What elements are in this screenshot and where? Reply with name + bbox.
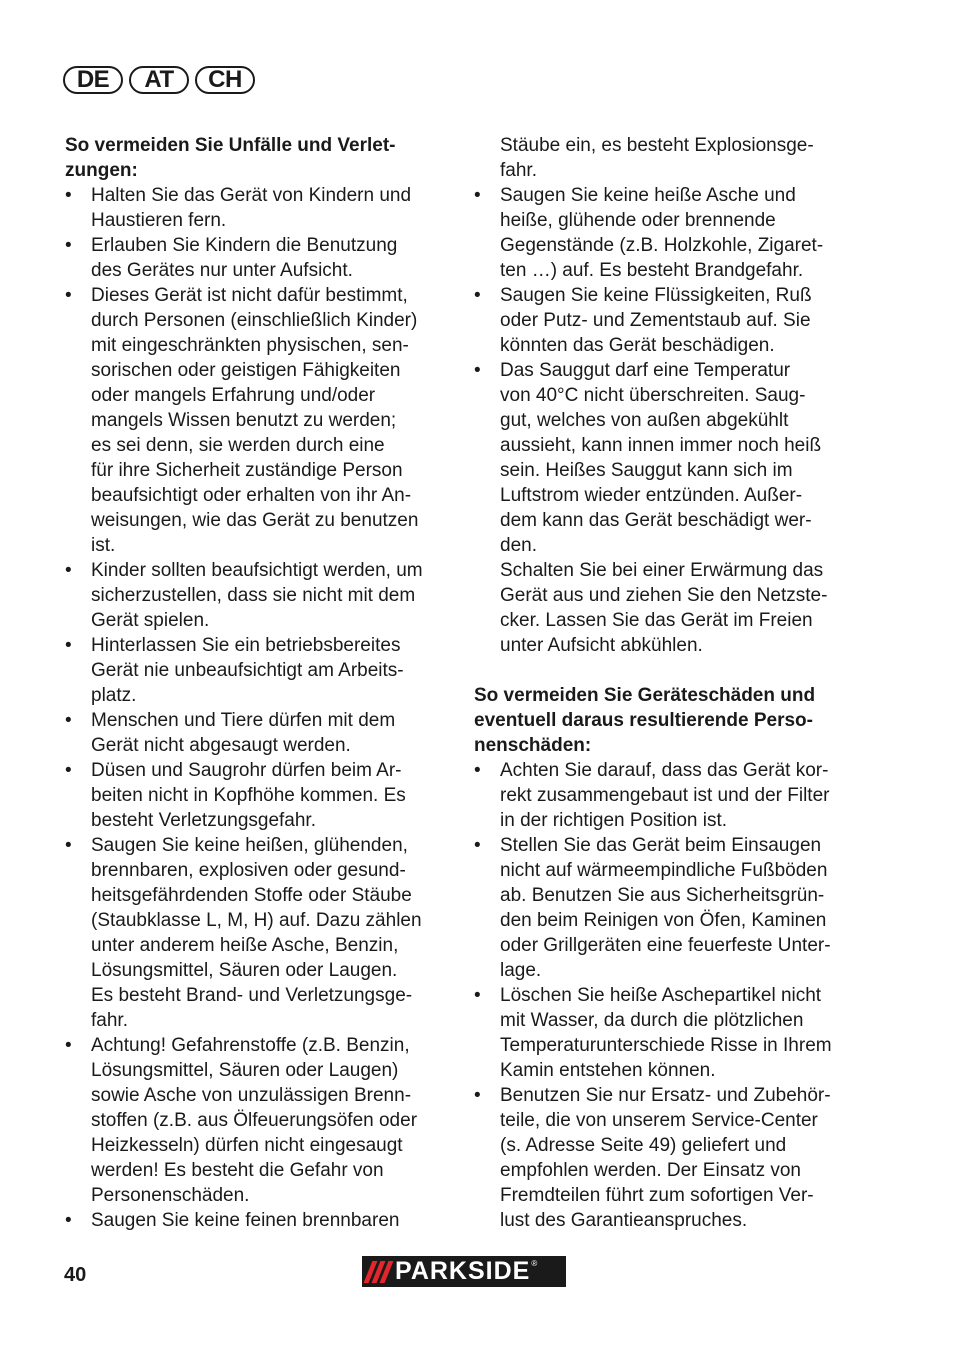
list-item-line: des Gerätes nur unter Aufsicht. — [91, 260, 353, 281]
list-item — [474, 283, 864, 358]
list-item-line: platz. — [91, 685, 137, 706]
list-item-line: Lösungsmittel, Säuren oder Laugen) — [91, 1060, 399, 1081]
parkside-logo — [362, 1256, 566, 1287]
list-item-line: Haustieren fern. — [91, 210, 227, 231]
text-line: eventuell daraus resultierende Perso- — [474, 710, 813, 731]
list-item — [474, 758, 864, 833]
section-heading-accidents — [65, 133, 450, 183]
list-item-line: Kamin entstehen können. — [500, 1060, 716, 1081]
list-item — [474, 1083, 864, 1233]
list-item-line: ist. — [91, 535, 116, 556]
list-item-line: lage. — [500, 960, 542, 981]
list-item-line: werden! Es besteht die Gefahr von — [91, 1160, 384, 1181]
list-item-line: für ihre Sicherheit zuständige Person — [91, 460, 403, 481]
list-item-line: den beim Reinigen von Öfen, Kaminen — [500, 910, 827, 931]
list-item-line: Gerät spielen. — [91, 610, 210, 631]
language-badge-ch: CH — [195, 66, 255, 94]
list-item-line: gut, welches von außen abgekühlt — [500, 410, 789, 431]
text-line: So vermeiden Sie Unfälle und Verlet- — [65, 135, 396, 156]
list-item-line: Gegenstände (z.B. Holzkohle, Zigaret- — [500, 235, 824, 256]
language-badge-at: AT — [129, 66, 189, 94]
list-item-line: heiße, glühende oder brennende — [500, 210, 776, 231]
list-item-line: mangels Wissen benutzt zu werden; — [91, 410, 397, 431]
list-item-line: unter anderem heiße Asche, Benzin, — [91, 935, 399, 956]
list-item-line: sowie Asche von unzulässigen Brenn- — [91, 1085, 412, 1106]
list-item-line: Gerät nie unbeaufsichtigt am Arbeits- — [91, 660, 404, 681]
list-item-line: Heizkesseln) dürfen nicht eingesaugt — [91, 1135, 403, 1156]
list-item-line: • Benutzen Sie nur Ersatz- und Zubehör- — [500, 1085, 831, 1106]
list-item-line: Luftstrom wieder entzünden. Außer- — [500, 485, 803, 506]
list-item-line: (Staubklasse L, M, H) auf. Dazu zählen — [91, 910, 422, 931]
list-item — [65, 283, 450, 558]
list-item-line: weisungen, wie das Gerät zu benutzen — [91, 510, 419, 531]
list-item-line: • Saugen Sie keine heißen, glühenden, — [91, 835, 408, 856]
list-item-line: rekt zusammengebaut ist und der Filter — [500, 785, 830, 806]
list-item-line: beiten nicht in Kopfhöhe kommen. Es — [91, 785, 406, 806]
list-item-line: empfohlen werden. Der Einsatz von — [500, 1160, 801, 1181]
list-item-line: sicherzustellen, dass sie nicht mit dem — [91, 585, 416, 606]
list-item-line: • Halten Sie das Gerät von Kindern und — [91, 185, 412, 206]
list-item-line: • Saugen Sie keine feinen brennbaren — [91, 1210, 400, 1231]
list-item — [65, 708, 450, 758]
list-item-line: dem kann das Gerät beschädigt wer- — [500, 510, 812, 531]
list-item-line: • Achten Sie darauf, dass das Gerät kor- — [500, 760, 829, 781]
continued-text — [474, 133, 864, 183]
text-line: Stäube ein, es besteht Explosionsge- — [500, 135, 814, 156]
list-item-line: den. — [500, 535, 537, 556]
list-item — [65, 1208, 450, 1233]
list-item — [65, 833, 450, 1033]
list-item-line: (s. Adresse Seite 49) geliefert und — [500, 1135, 787, 1156]
list-item-line: mit Wasser, da durch die plötzlichen — [500, 1010, 804, 1031]
list-item-line: Temperaturunterschiede Risse in Ihrem — [500, 1035, 832, 1056]
list-item-line: • Erlauben Sie Kindern die Benutzung — [91, 235, 398, 256]
list-item-line: oder Grillgeräten eine feuerfeste Unter- — [500, 935, 831, 956]
list-item — [65, 183, 450, 233]
list-item — [65, 758, 450, 833]
page-number: 40 — [64, 1264, 87, 1286]
language-badges — [63, 66, 255, 94]
list-item-line: sorischen oder geistigen Fähigkeiten — [91, 360, 401, 381]
list-item-line: brennbaren, explosiven oder gesund- — [91, 860, 406, 881]
list-item — [474, 833, 864, 983]
text-line: So vermeiden Sie Geräteschäden und — [474, 685, 816, 706]
list-item — [65, 558, 450, 633]
list-item-line: stoffen (z.B. aus Ölfeuerungsöfen oder — [91, 1110, 418, 1131]
list-item-line: mit eingeschränkten physischen, sen- — [91, 335, 409, 356]
list-item-line: cker. Lassen Sie das Gerät im Freien — [500, 610, 813, 631]
list-item-line: aussieht, kann innen immer noch heiß — [500, 435, 822, 456]
list-item — [65, 1033, 450, 1208]
list-item-line: • Hinterlassen Sie ein betriebsbereites — [91, 635, 401, 656]
list-item-line: nicht auf wärmeempindliche Fußböden — [500, 860, 828, 881]
list-item-line: beaufsichtigt oder erhalten von ihr An- — [91, 485, 412, 506]
bullet-list-accidents-continued — [474, 183, 864, 658]
list-item-line: • Saugen Sie keine heiße Asche und — [500, 185, 796, 206]
list-item-line: • Kinder sollten beaufsichtigt werden, um — [91, 560, 423, 581]
list-item-line: heitsgefährdenden Stoffe oder Stäube — [91, 885, 412, 906]
bullet-list-device-damage — [474, 758, 864, 1233]
left-column — [65, 133, 450, 1233]
list-item-line: Schalten Sie bei einer Erwärmung das — [500, 560, 824, 581]
list-item-line: Es besteht Brand- und Verletzungsge- — [91, 985, 413, 1006]
list-item-line: es sei denn, sie werden durch eine — [91, 435, 385, 456]
logo-wordmark: PARKSIDE — [395, 1257, 531, 1285]
section-spacer — [474, 658, 864, 683]
list-item-line: ab. Benutzen Sie aus Sicherheitsgrün- — [500, 885, 825, 906]
text-line: fahr. — [500, 160, 537, 181]
text-line: nenschäden: — [474, 735, 592, 756]
right-column — [474, 133, 864, 1233]
list-item-line: oder mangels Erfahrung und/oder — [91, 385, 376, 406]
list-item-line: Fremdteilen führt zum sofortigen Ver- — [500, 1185, 814, 1206]
bullet-list-accidents — [65, 183, 450, 1233]
section-heading-device-damage — [474, 683, 864, 758]
list-item-line: • Stellen Sie das Gerät beim Einsaugen — [500, 835, 822, 856]
list-item-line: fahr. — [91, 1010, 128, 1031]
list-item-line: in der richtigen Position ist. — [500, 810, 728, 831]
list-item-line: lust des Garantieanspruches. — [500, 1210, 748, 1231]
list-item-line: könnten das Gerät beschädigen. — [500, 335, 775, 356]
list-item — [65, 233, 450, 283]
list-item — [474, 183, 864, 283]
list-item-line: Lösungsmittel, Säuren oder Laugen. — [91, 960, 398, 981]
list-item-line: unter Aufsicht abkühlen. — [500, 635, 703, 656]
list-item-line: • Das Sauggut darf eine Temperatur — [500, 360, 791, 381]
list-item-line: sein. Heißes Sauggut kann sich im — [500, 460, 793, 481]
list-item-line: • Saugen Sie keine Flüssigkeiten, Ruß — [500, 285, 812, 306]
list-item-line: teile, die von unserem Service-Center — [500, 1110, 818, 1131]
list-item — [474, 983, 864, 1083]
list-item-line: durch Personen (einschließlich Kinder) — [91, 310, 418, 331]
list-item-line: • Dieses Gerät ist nicht dafür bestimmt, — [91, 285, 408, 306]
list-item-line: ten …) auf. Es besteht Brandgefahr. — [500, 260, 804, 281]
list-item-line: • Menschen und Tiere dürfen mit dem — [91, 710, 396, 731]
list-item — [474, 358, 864, 658]
logo-registered-mark: ® — [531, 1259, 538, 1268]
text-line: zungen: — [65, 160, 138, 181]
list-item-line: oder Putz- und Zementstaub auf. Sie — [500, 310, 811, 331]
logo-slash-marks — [368, 1261, 389, 1283]
list-item-line: • Achtung! Gefahrenstoffe (z.B. Benzin, — [91, 1035, 410, 1056]
language-badge-de: DE — [63, 66, 123, 94]
list-item-line: besteht Verletzungsgefahr. — [91, 810, 316, 831]
list-item-line: Gerät nicht abgesaugt werden. — [91, 735, 351, 756]
list-item-line: von 40°C nicht überschreiten. Saug- — [500, 385, 806, 406]
list-item — [65, 633, 450, 708]
list-item-line: Gerät aus und ziehen Sie den Netzste- — [500, 585, 828, 606]
list-item-line: Personenschäden. — [91, 1185, 250, 1206]
list-item-line: • Löschen Sie heiße Aschepartikel nicht — [500, 985, 822, 1006]
list-item-line: • Düsen und Saugrohr dürfen beim Ar- — [91, 760, 402, 781]
